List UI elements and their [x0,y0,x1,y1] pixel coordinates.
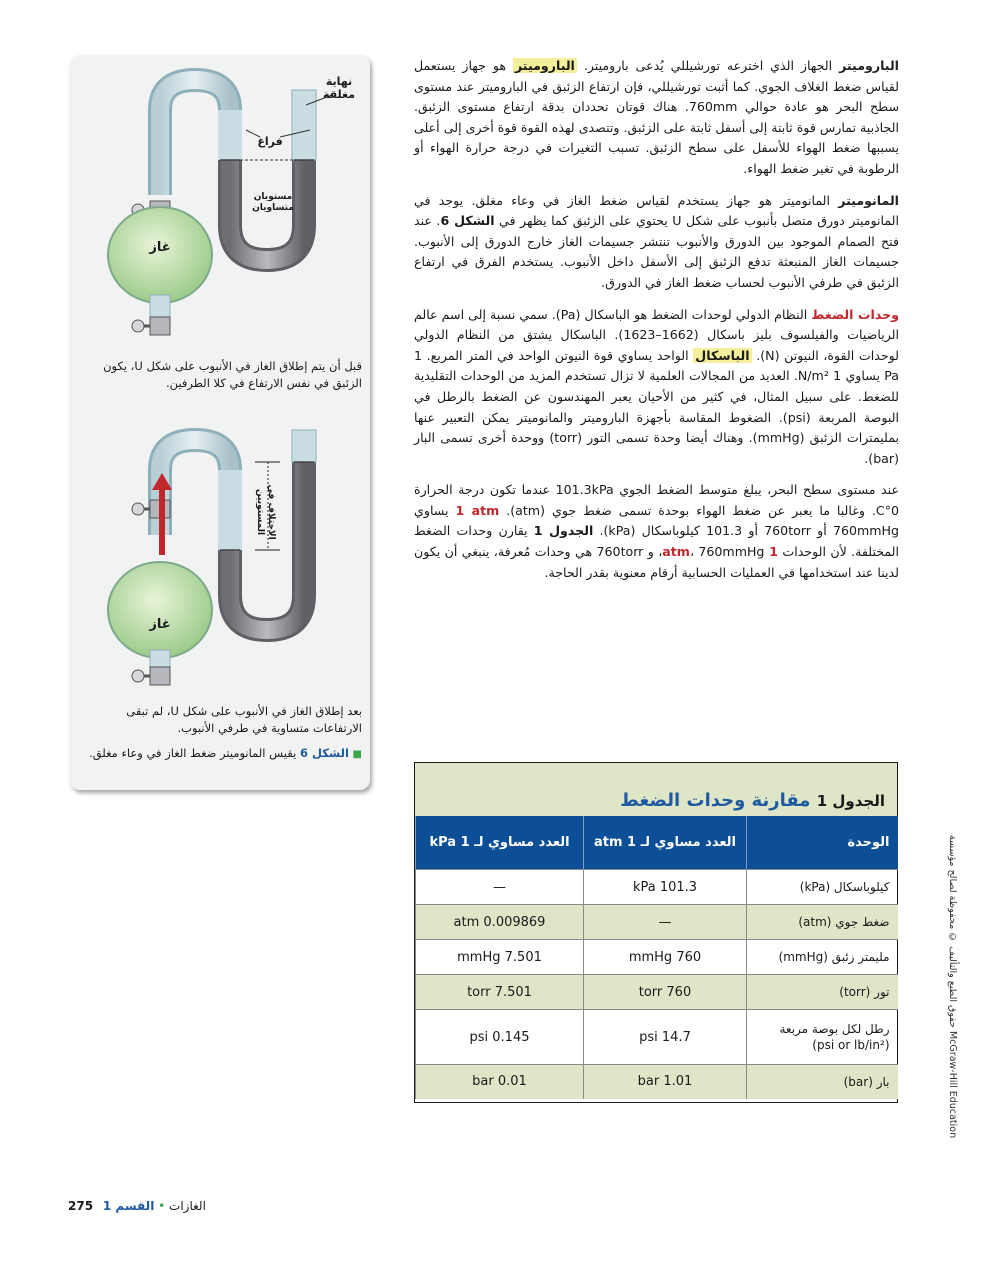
figure-number: الشكل 6 [299,746,349,760]
pressure-units-paragraph: وحدات الضغط النظام الدولي لوحدات الضغط هو الباسكال (Pa). سمي نسبة إلى اسم عالم الرياضيات والفيلسوف بليز باسكال (1662–1623). الباسكال يشتق من النظام الدولي لوحدات القوة، النيوتن (N). الباسكال الواحد يساوي قوة النيوتن الواحد في المتر المربع. 1 Pa يساوي 1 N/m². العديد من المجالات العلمية لا تزال تستخدم المزيد من الوحدات التقليدية للضغط. على سبيل المثال، في كثير من الأحيان يعبر المهندسون عن الضغط بالرطل في البوصة المربعة (psi). الضغوط المقاسة بأجهزة الباروميتر والمانوميتر يمكن التعبير عنها بمليمترات الزئبق (mmHg). وهناك أيضا وحدة تسمى التور (torr) ووحدة أخرى تسمى البار (bar). [414,306,900,466]
header-unit: الوحدة [747,816,898,870]
caption-before: قبل أن يتم إطلاق الغاز في الأنبوب على شكل U، يكون الزئبق في نفس الارتفاع في كلا الطرفين. [103,359,362,390]
figure-panel [70,55,370,790]
level-difference-label: الاختلاف في المستويين [255,484,276,540]
gas-flask-top [108,207,212,303]
gas-flask-bottom [108,562,212,658]
table-reference: الجدول 1 [533,523,594,539]
manometer-paragraph: المانوميتر المانوميتر هو جهاز يستخدم لقياس ضغط الغاز في وعاء مغلق. يوجد في المانوميتر دورق متصل بأنبوب على شكل U يحتوي على الزئبق كما يظهر في الشكل 6. عند فتح الصمام الموجود بين الدورق والأنبوب تنتشر جسيمات الغاز خارج الدورق إلى الأنبوب. جسيمات الغاز المنبعثة تدفع الزئبق إلى الأسفل داخل الأنبوب. يستخدم الفرق في ارتفاع الزئبق في طرفي الأنبوب لحساب ضغط الغاز في الدورق. [414,192,900,290]
equal-levels-label: مستويان متساويان [252,192,294,213]
table-row: تور (torr) 760 torr 7.501 torr [416,975,898,1010]
barometer-paragraph: الباروميتر الجهاز الذي اخترعه تورشيللي يُدعى باروميتر. الباروميتر هو جهاز يستعمل لقياس ضغط الغلاف الجوي. كما أثبت تورشيللي، فإن ارتفاع الزئبق في الباروميتر عند مستوى سطح البحر هو عادة حوالي 760mm. هناك قوتان تحددان بدقة ارتفاع مستوى الزئبق. الجاذبية تمارس قوة ثابتة إلى أسفل ثابتة على الزئبق. وتتصدى لهذه القوة قوة أخرى إلى أعلى يسببها ضغط الهواء للأسفل على سطح الزئبق. تسبب التغيرات في درجة حرارة الهواء أو الرطوبة في تغير ضغط الهواء. [414,58,899,176]
table-row: رطل لكل بوصة مربعة (psi or lb/in²) 14.7 psi 0.145 psi [416,1010,898,1065]
pressure-units-table [414,762,898,1103]
figure-reference: الشكل 6 [440,213,495,229]
atm-value-2: 1 atm [662,544,778,560]
pressure-units-term: وحدات الضغط [811,306,899,322]
chapter-name: الغازات [169,1199,206,1213]
gas-label-bottom: غاز [149,617,171,632]
table-title [415,763,897,816]
table-header-row [416,816,898,870]
closed-end-tube [292,90,316,160]
table-label: الجدول 1 [816,792,885,810]
table-row: بار (bar) 1.01 bar 0.01 bar [416,1065,898,1099]
section-label: القسم 1 [102,1199,155,1213]
units-table [415,816,898,1099]
gas-label-top: غاز [149,240,171,255]
main-text-column [414,56,899,594]
vacuum-label: فراغ [257,135,283,148]
header-per-kpa: العدد مساوي لـ 1 kPa [416,816,584,870]
atm-value: 1 atm [455,502,500,518]
atm-paragraph: عند مستوى سطح البحر، يبلغ متوسط الضغط الجوي 101.3kPa عندما تكون درجة الحرارة 0°C. وغالبا ما يعبر عن ضغط الهواء بوحدة تسمى ضغط جوي (atm). 1 atm يساوي 760mmHg أو 760torr أو 101.3 كيلوباسكال (kPa). الجدول 1 يقارن وحدات الضغط المختلفة. لأن الوحدات 1 atm، 760mmHg، و 760torr هي وحدات مُعرفة، ينبغي أن يكون لدينا عند استخدامها في العمليات الحسابية أرقام معنوية بقدر الحاجة. [414,482,900,580]
page-footer [68,1199,206,1213]
table-row: ضغط جوي (atm) — 0.009869 atm [416,905,898,940]
footer-bullet: • [158,1199,166,1213]
figure-caption: ■ الشكل 6 يقيس المانوميتر ضغط الغاز في وعاء مغلق. [89,746,362,760]
bottom-valve-icon [150,317,170,335]
table-row: كيلوباسكال (kPa) 101.3 kPa — [416,870,898,905]
barometer-term: الباروميتر [839,58,899,73]
bullet-square-icon: ■ [352,749,362,760]
manometer-before [108,80,332,335]
header-per-atm: العدد مساوي لـ 1 atm [584,816,747,870]
closed-end-label: نهاية مغلقة [322,75,356,101]
table-row: مليمتر زئبق (mmHg) 760 mmHg 7.501 mmHg [416,940,898,975]
copyright-credit: حقوق الطبع والتأليف © محفوظة لصالح مؤسسة McGraw-Hill Education [947,835,958,1139]
manometer-term: المانوميتر [838,192,899,208]
caption-after: بعد إطلاق الغاز في الأنبوب على شكل U، لم تبقى الارتفاعات متساوية في طرفي الأنبوب. [126,704,362,735]
manometer-after [108,430,316,685]
barometer-highlight: الباروميتر [514,58,575,73]
pascal-highlight: الباسكال [695,347,750,363]
page-number: 275 [68,1199,94,1213]
table-title-text: مقارنة وحدات الضغط [620,790,811,811]
manometer-illustration [70,55,370,790]
